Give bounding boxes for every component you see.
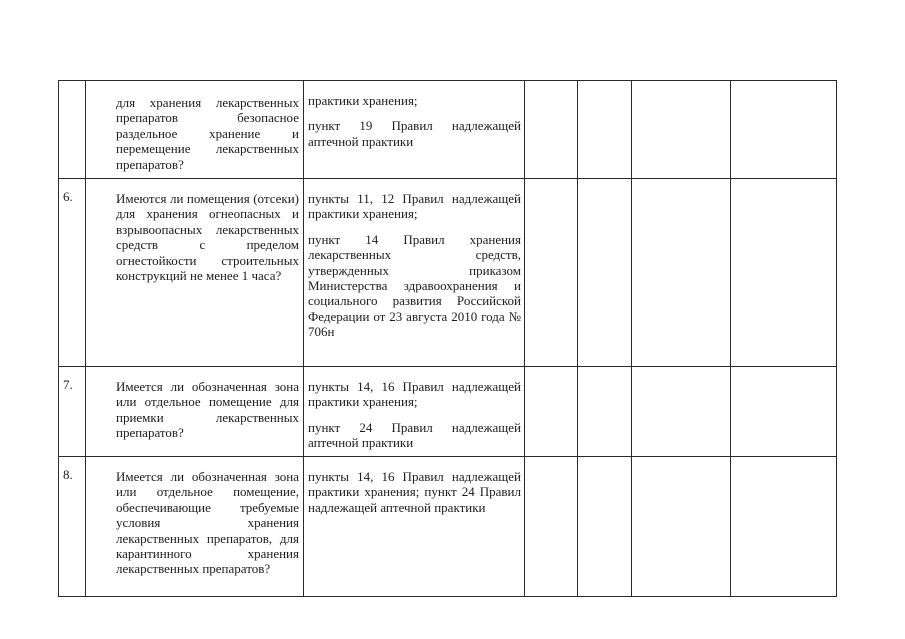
question-text: Имеются ли помещения (отсеки) для хранения огнеопасных и взрывоопасных лекарственных средств с пределом огнестойкости строительных конструкций не менее 1 часа? <box>116 191 299 284</box>
answer-cell[interactable] <box>578 457 632 597</box>
row-number: 6. <box>59 179 86 367</box>
checklist-table <box>58 80 837 597</box>
legal-reference: пункты 14, 16 Правил надлежащей практики хранения; пункт 24 Правил надлежащей аптечной практики <box>308 469 521 515</box>
table-row <box>59 367 837 457</box>
row-number: 7. <box>59 367 86 457</box>
answer-cell[interactable] <box>525 179 578 367</box>
answer-cell[interactable] <box>731 81 837 179</box>
answer-cell[interactable] <box>525 457 578 597</box>
legal-reference: пункт 14 Правил хранения лекарственных средств, утвержденных приказом Министерства здравоохранения и социального развития Российской Федерации от 23 августа 2010 года № 706н <box>308 231 521 340</box>
legal-reference: пункт 19 Правил надлежащей аптечной практики <box>308 118 521 149</box>
legal-reference: пункты 11, 12 Правил надлежащей практики хранения; <box>308 191 521 222</box>
question-text: для хранения лекарственных препаратов безопасное раздельное хранение и перемещение лекарственных препаратов? <box>116 95 299 172</box>
answer-cell[interactable] <box>525 367 578 457</box>
answer-cell[interactable] <box>578 179 632 367</box>
table-row <box>59 81 837 179</box>
answer-cell[interactable] <box>731 457 837 597</box>
answer-cell[interactable] <box>632 457 731 597</box>
answer-cell[interactable] <box>632 179 731 367</box>
question-text: Имеется ли обозначенная зона или отдельное помещение, обеспечивающие требуемые условия хранения лекарственных препаратов, для карантинного хранения лекарственных препаратов? <box>116 469 299 577</box>
question-text: Имеется ли обозначенная зона или отдельное помещение для приемки лекарственных препаратов? <box>116 379 299 441</box>
row-number <box>59 81 86 179</box>
answer-cell[interactable] <box>632 81 731 179</box>
answer-cell[interactable] <box>731 367 837 457</box>
legal-reference: практики хранения; <box>308 93 418 108</box>
legal-reference: пункт 24 Правил надлежащей аптечной практики <box>308 419 521 451</box>
answer-cell[interactable] <box>578 367 632 457</box>
answer-cell[interactable] <box>578 81 632 179</box>
answer-cell[interactable] <box>525 81 578 179</box>
table-row <box>59 457 837 597</box>
table-row <box>59 179 837 367</box>
answer-cell[interactable] <box>731 179 837 367</box>
answer-cell[interactable] <box>632 367 731 457</box>
legal-reference: пункты 14, 16 Правил надлежащей практики хранения; <box>308 379 521 410</box>
row-number: 8. <box>59 457 86 597</box>
